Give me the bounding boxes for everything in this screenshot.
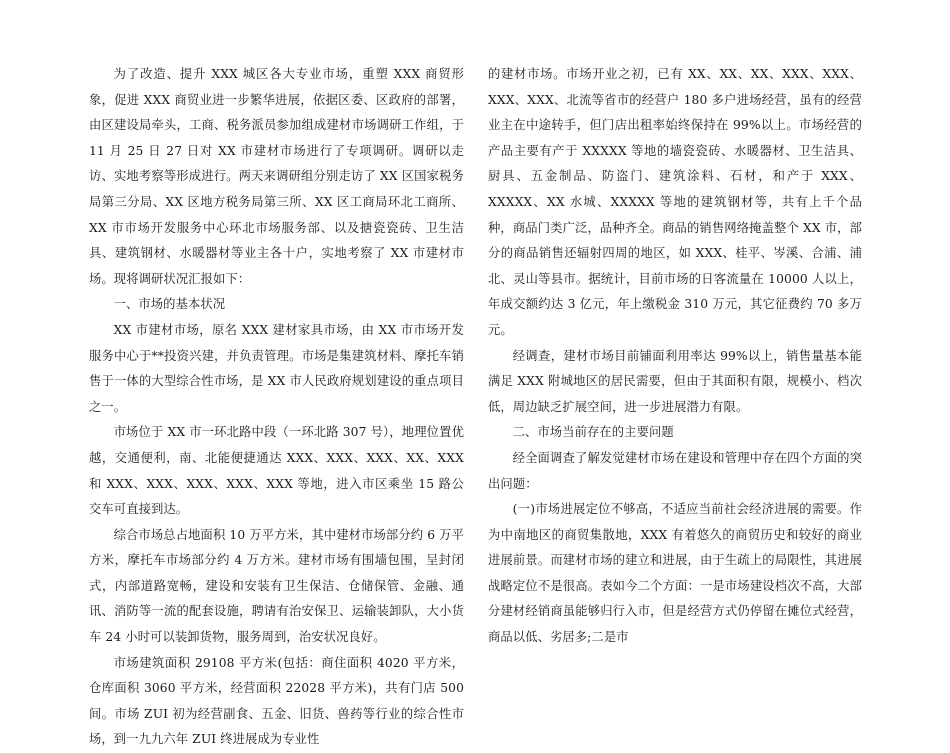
market-building-paragraph: 市场建筑面积 29108 平方米(包括：商住面积 4020 平方米，仓库面积 3060 平方米，经营面积 22028 平方米)，共有门店 500 间。市场 ZUI 初为经营副食、五金、旧货、兽药等行业的综合性市场，到一九九六年 ZUI 终进展成为专业性: [89, 655, 464, 747]
continued-paragraph: 的建材市场。市场开业之初，已有 XX、XX、XX、XXX、XXX、XXX、XXX、北流等省市的经营户 180 多户进场经营，虽有的经营业主在中途转手，但门店出租率始终保持在 99%以上。市场经营的产品主要有产于 XXXXX 等地的墙瓷瓷砖、水暖器材、卫生洁具、厨具、五金制品、防盗门、建筑涂料、石材，和产于 XXX、XXXXX、XX 水城、XXXXX 等地的建筑钢材等，共有上千个品种，商品门类广泛，品种齐全。商品的销售网络掩盖整个 XX 市，部分的商品销售还辐射四周的地区，如 XXX、桂平、岑溪、合浦、浦北、灵山等县市。据统计，目前市场的日客流量在 10000 人以上，年成交额约达 3 亿元，年上缴税金 310 万元，其它征费约 70 多万元。: [488, 67, 862, 337]
left-column: [89, 62, 464, 753]
market-origin-paragraph: XX 市建材市场，原名 XXX 建材家具市场，由 XX 市市场开发服务中心于**投资兴建，并负责管理。市场是集建筑材料、摩托车销售于一体的大型综合性市场，是 XX 市人民政府规划建设的重点项目之一。: [89, 322, 464, 414]
market-area-paragraph: 综合市场总占地面积 10 万平方米，其中建材市场部分约 6 万平方米，摩托车市场部分约 4 万方米。建材市场有围墙包围，呈封闭式，内部道路宽畅，建设和安装有卫生保洁、仓储保管、金融、通讯、消防等一流的配套设施，聘请有治安保卫、运输装卸队，大小货车 24 小时可以装卸货物，服务周到，治安状况良好。: [89, 527, 464, 645]
problem-one-paragraph: (一)市场进展定位不够高，不适应当前社会经济进展的需要。作为中南地区的商贸集散地，XXX 有着悠久的商贸历史和较好的商业进展前景。而建材市场的建立和进展，由于生疏上的局限性，其进展战略定位不是很高。表如今二个方面：一是市场建设档次不高，大部分建材经销商虽能够归行入市，但是经营方式仍停留在摊位式经营，商品以低、劣居多;二是市: [488, 502, 862, 645]
problems-intro-paragraph: 经全面调查了解发觉建材市场在建设和管理中存在四个方面的突出问题：: [488, 450, 862, 491]
intro-paragraph: 为了改造、提升 XXX 城区各大专业市场，重塑 XXX 商贸形象，促进 XXX 商贸业进一步繁华进展，依据区委、区政府的部署，由区建设局牵头，工商、税务派员参加组成建材市场调研工作组，于 11 月 25 日 27 日对 XX 市建材市场进行了专项调研。调研以走访、实地考察等形成进行。两天来调研组分别走访了 XX 区国家税务局第三分局、XX 区地方税务局第三所、XX 区工商局环北工商所、XX 市市场开发服务中心环北市场服务部、以及搪瓷瓷砖、卫生洁具、建筑钢材、水暖器材等业主各十户，实地考察了 XX 市建材市场。现将调研状况汇报如下：: [89, 67, 464, 286]
section-heading-basic-status: 一、市场的基本状况: [113, 297, 226, 312]
section-heading-main-problems: 二、市场当前存在的主要问题: [512, 425, 674, 440]
survey-findings-paragraph: 经调查，建材市场目前铺面利用率达 99%以上，销售量基本能满足 XXX 附城地区的居民需要，但由于其面积有限，规模小、档次低，周边缺乏扩展空间，进一步进展潜力有限。: [488, 348, 862, 414]
market-location-paragraph: 市场位于 XX 市一环北路中段（一环北路 307 号），地理位置优越，交通便利，南、北能便捷通达 XXX、XXX、XXX、XX、XXX 和 XXX、XXX、XXX、XXX、XXX 等地，进入市区乘坐 15 路公交车可直接到达。: [89, 425, 464, 517]
right-column: [488, 62, 862, 651]
